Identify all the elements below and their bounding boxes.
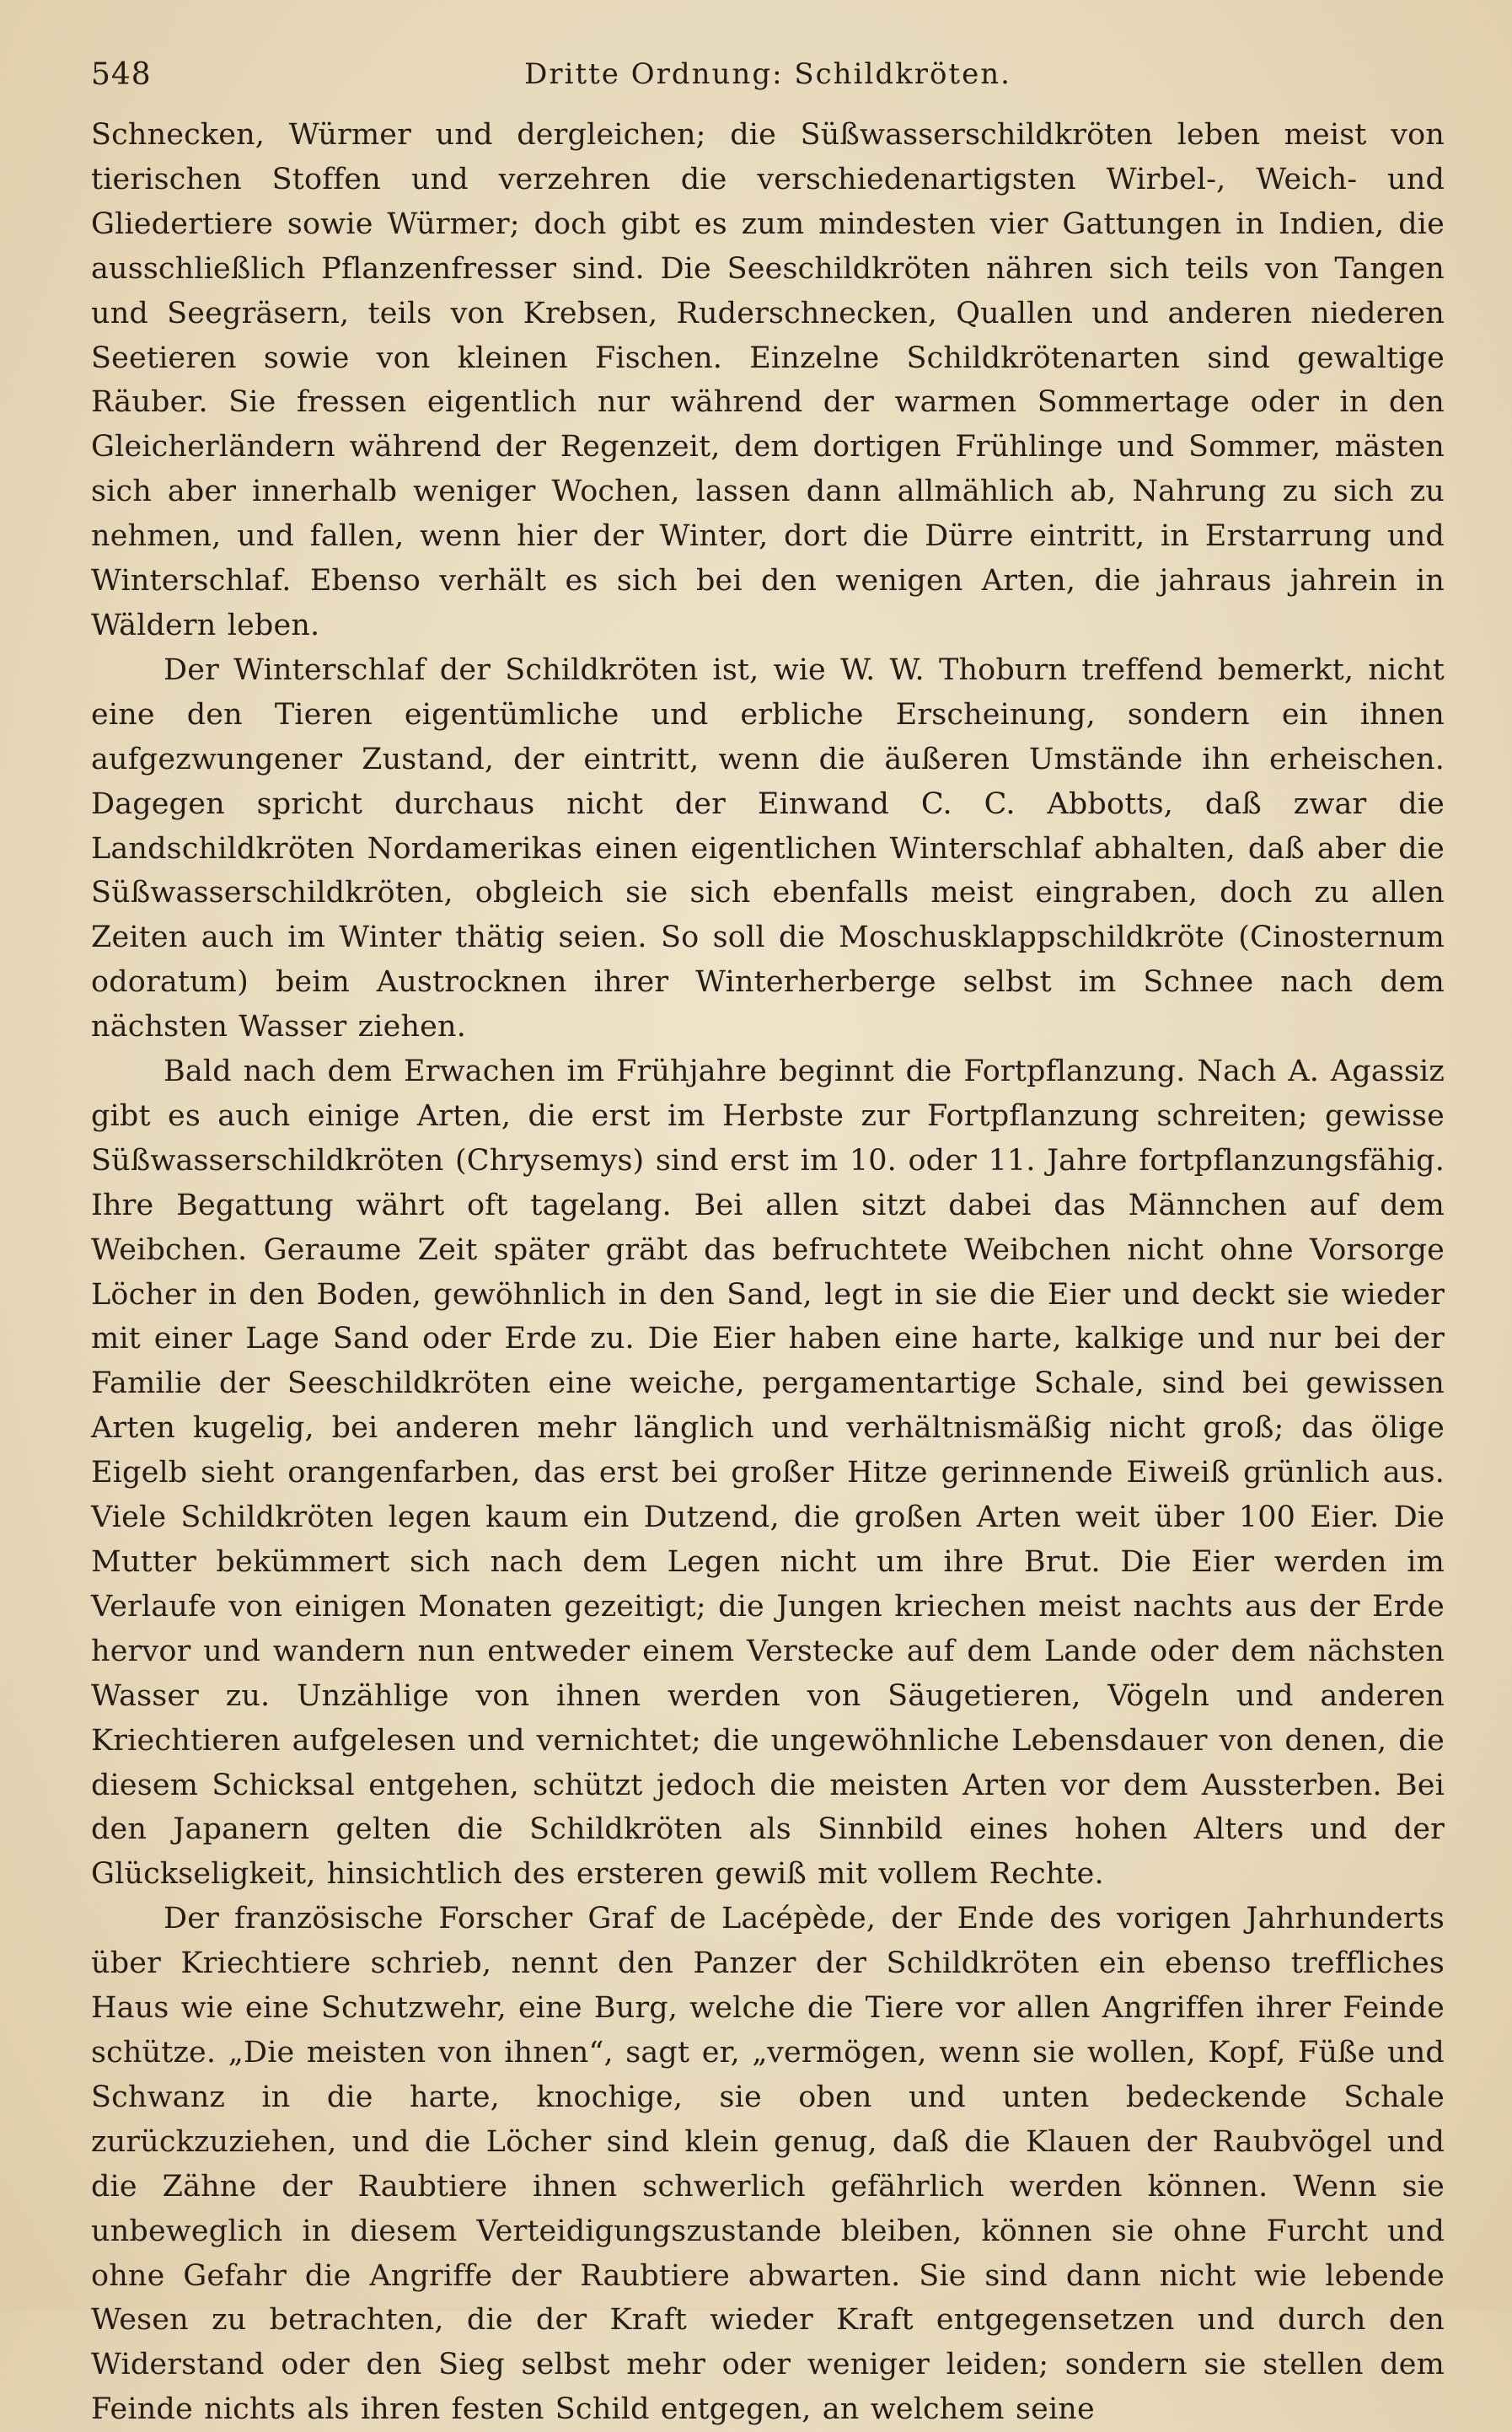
page-number: 548 [91, 57, 152, 92]
paragraph-3: Bald nach dem Erwachen im Frühjahre beginnt die Fortpflanzung. Nach A. Agassiz gibt es auch einige Arten, die erst im Herbste zur Fortpflanzung schreiten; gewisse Süßwasserschildkröten (Chrysemys) sind erst im 10. oder 11. Jahre fortpflanzungsfähig. Ihre Begattung währt oft tagelang. Bei allen sitzt dabei das Männchen auf dem Weibchen. Geraume Zeit später gräbt das befruchtete Weibchen nicht ohne Vorsorge Löcher in den Boden, gewöhnlich in den Sand, legt in sie die Eier und deckt sie wieder mit einer Lage Sand oder Erde zu. Die Eier haben eine harte, kalkige und nur bei der Familie der Seeschildkröten eine weiche, pergamentartige Schale, sind bei gewissen Arten kugelig, bei anderen mehr länglich und verhältnismäßig nicht groß; das ölige Eigelb sieht orangenfarben, das erst bei großer Hitze gerinnende Eiweiß grünlich aus. Viele Schildkröten legen kaum ein Dutzend, die großen Arten weit über 100 Eier. Die Mutter bekümmert sich nach dem Legen nicht um ihre Brut. Die Eier werden im Verlaufe von einigen Monaten gezeitigt; die Jungen kriechen meist nachts aus der Erde hervor und wandern nun entweder einem Verstecke auf dem Lande oder dem nächsten Wasser zu. Unzählige von ihnen werden von Säugetieren, Vögeln und anderen Kriechtieren aufgelesen und vernichtet; die ungewöhnliche Lebensdauer von denen, die diesem Schicksal entgehen, schützt jedoch die meisten Arten vor dem Aussterben. Bei den Japanern gelten die Schildkröten als Sinnbild eines hohen Alters und der Glückseligkeit, hinsichtlich des ersteren gewiß mit vollem Rechte. [91, 1055, 1445, 1892]
body-text [91, 113, 1445, 2432]
book-page [91, 51, 1445, 2427]
paragraph-2: Der Winterschlaf der Schildkröten ist, wie W. W. Thoburn treffend bemerkt, nicht eine den Tieren eigentümliche und erbliche Erscheinung, sondern ein ihnen aufgezwungener Zustand, der eintritt, wenn die äußeren Umstände ihn erheischen. Dagegen spricht durchaus nicht der Einwand C. C. Abbotts, daß zwar die Landschildkröten Nordamerikas einen eigentlichen Winterschlaf abhalten, daß aber die Süßwasserschildkröten, obgleich sie sich ebenfalls meist eingraben, doch zu allen Zeiten auch im Winter thätig seien. So soll die Moschusklappschildkröte (Cinosternum odoratum) beim Austrocknen ihrer Winterherberge selbst im Schnee nach dem nächsten Wasser ziehen. [91, 652, 1445, 1044]
paragraph-1: Schnecken, Würmer und dergleichen; die Süßwasserschildkröten leben meist von tierischen Stoffen und verzehren die verschiedenartigsten Wirbel-, Weich- und Gliedertiere sowie Würmer; doch gibt es zum mindesten vier Gattungen in Indien, die ausschließlich Pflanzenfresser sind. Die Seeschildkröten nähren sich teils von Tangen und Seegräsern, teils von Krebsen, Ruderschnecken, Quallen und anderen niederen Seetieren sowie von kleinen Fischen. Einzelne Schildkrötenarten sind gewaltige Räuber. Sie fressen eigentlich nur während der warmen Sommertage oder in den Gleicherländern während der Regenzeit, dem dortigen Frühlinge und Sommer, mästen sich aber innerhalb weniger Wochen, lassen dann allmählich ab, Nahrung zu sich zu nehmen, und fallen, wenn hier der Winter, dort die Dürre eintritt, in Erstarrung und Winterschlaf. Ebenso verhält es sich bei den wenigen Arten, die jahraus jahrein in Wäldern leben. [91, 118, 1445, 642]
running-head: Dritte Ordnung: Schildkröten. [524, 57, 1011, 91]
paragraph-4: Der französische Forscher Graf de Lacépède, der Ende des vorigen Jahrhunderts über Kriechtiere schrieb, nennt den Panzer der Schildkröten ein ebenso treffliches Haus wie eine Schutzwehr, eine Burg, welche die Tiere vor allen Angriffen ihrer Feinde schütze. „Die meisten von ihnen“, sagt er, „vermögen, wenn sie wollen, Kopf, Füße und Schwanz in die harte, knochige, sie oben und unten bedeckende Schale zurückzuziehen, und die Löcher sind klein genug, daß die Klauen der Raubvögel und die Zähne der Raubtiere ihnen schwerlich gefährlich werden können. Wenn sie unbeweglich in diesem Verteidigungszustande bleiben, können sie ohne Furcht und ohne Gefahr die Angriffe der Raubtiere abwarten. Sie sind dann nicht wie lebende Wesen zu betrachten, die der Kraft wieder Kraft entgegensetzen und durch den Widerstand oder den Sieg selbst mehr oder weniger leiden; sondern sie stellen dem Feinde nichts als ihren festen Schild entgegen, an welchem seine [91, 1902, 1445, 2427]
page-header [91, 51, 1445, 118]
